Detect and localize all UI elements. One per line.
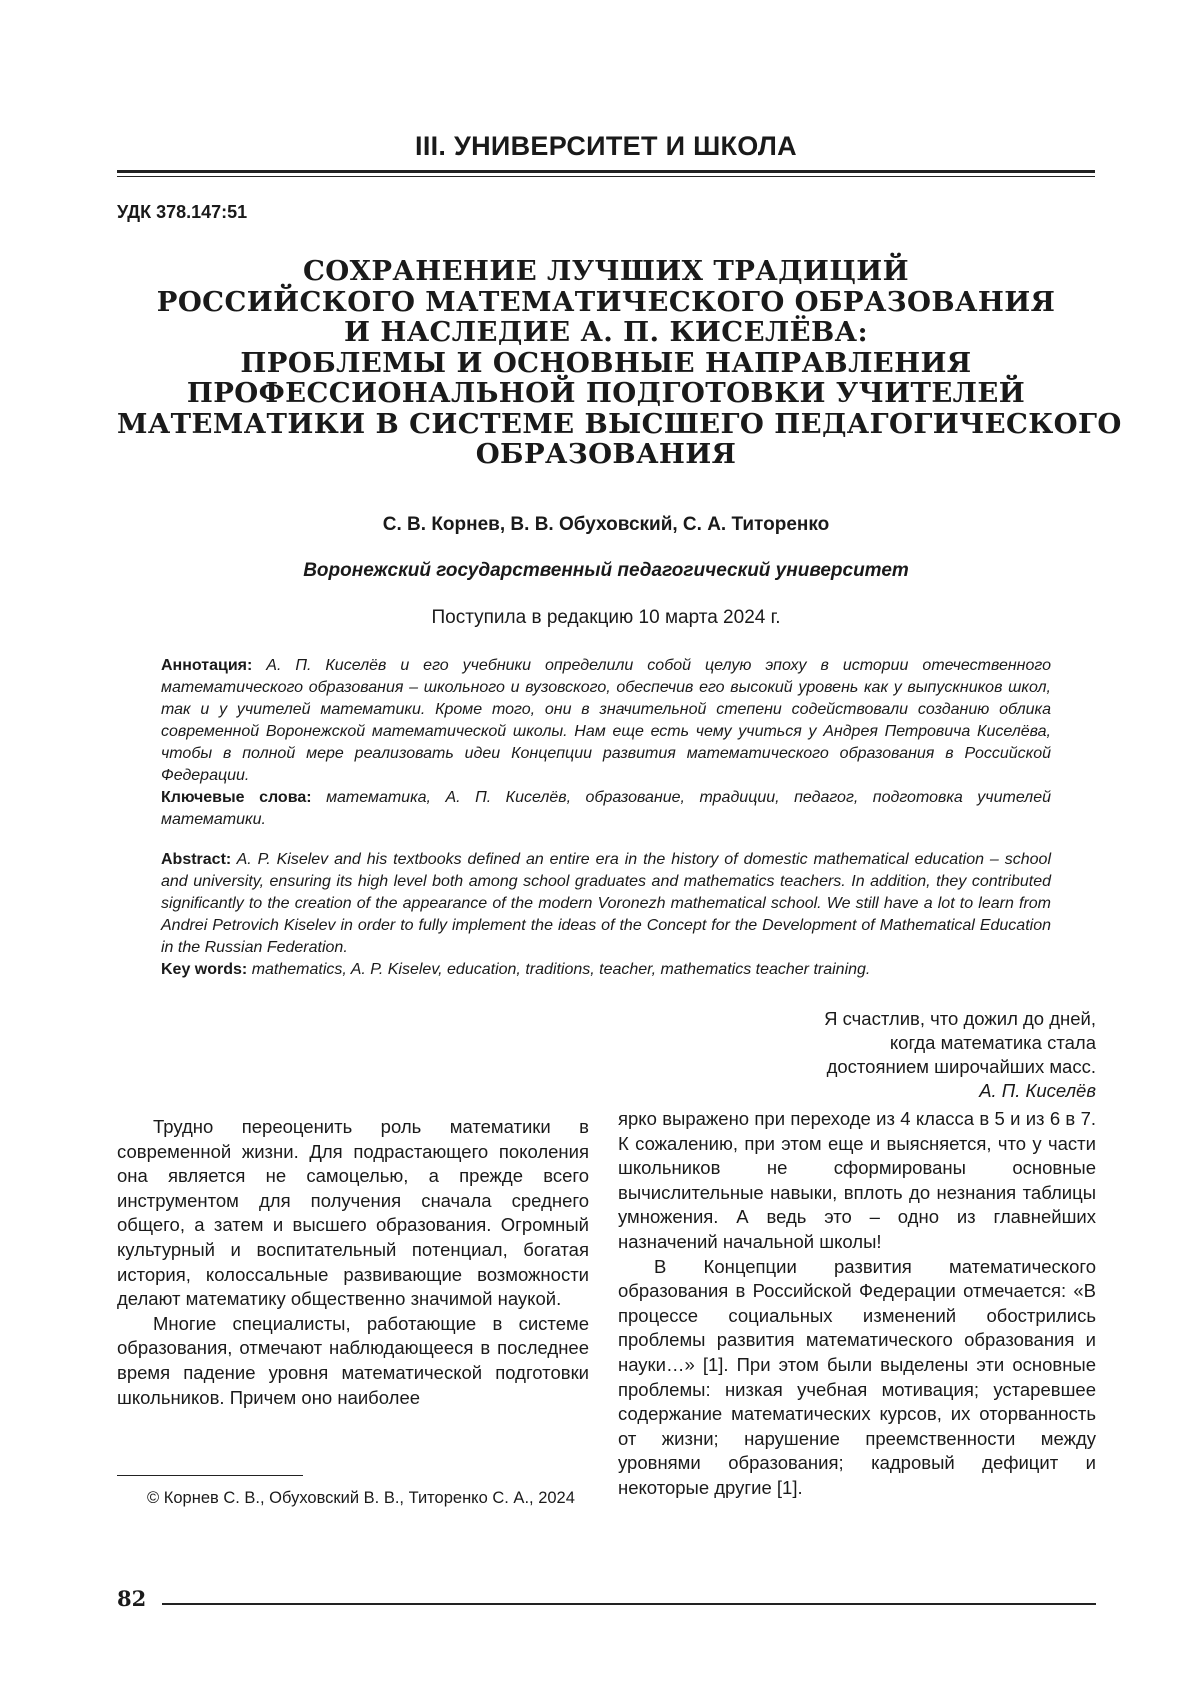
- body-paragraph: В Концепции развития математического образования в Российской Федерации отмечается: «В процессе социальных изменений обострились проблемы развития математического образования и науки…» [1]. При этом были выделены эти основные проблемы: низкая учебная мотивация; устаревшее содержание математических курсов, их оторванность от жизни; нарушение преемственности между уровнями образования; кадровый дефицит и некоторые другие [1].: [618, 1255, 1096, 1501]
- annotation-label: Аннотация:: [161, 657, 252, 674]
- keywords-en-text: mathematics, A. P. Kiselev, education, traditions, teacher, mathematics teacher training.: [247, 961, 870, 978]
- article-title: [117, 256, 1095, 470]
- title-line: И НАСЛЕДИЕ А. П. КИСЕЛЁВА:: [117, 317, 1095, 348]
- russian-annotation-block: [161, 655, 1051, 831]
- epigraph-line: достоянием широчайших масс.: [700, 1055, 1096, 1079]
- title-line: ПРОФЕССИОНАЛЬНОЙ ПОДГОТОВКИ УЧИТЕЛЕЙ: [117, 378, 1095, 409]
- keywords-en-label: Key words:: [161, 961, 247, 978]
- body-column-left: [117, 1115, 589, 1410]
- title-line: ПРОБЛЕМЫ И ОСНОВНЫЕ НАПРАВЛЕНИЯ: [117, 348, 1095, 379]
- abstract-en: [161, 849, 1051, 959]
- authors: С. В. Корнев, В. В. Обуховский, С. А. Титоренко: [117, 514, 1095, 536]
- affiliation: Воронежский государственный педагогический университет: [117, 560, 1095, 582]
- abstract-en-text: A. P. Kiselev and his textbooks defined an entire era in the history of domestic mathematical education – school and university, ensuring its high level both among school graduates and mathematics teachers. In addition, they contributed significantly to the creation of the appearance of the modern Voronezh mathematical school. We still have a lot to learn from Andrei Petrovich Kiselev in order to fully implement the ideas of the Concept for the Development of Mathematical Education in the Russian Federation.: [161, 851, 1051, 956]
- epigraph-line: когда математика стала: [700, 1031, 1096, 1055]
- title-line: ОБРАЗОВАНИЯ: [117, 439, 1095, 470]
- footnote-rule: [117, 1475, 303, 1476]
- keywords-ru-label: Ключевые слова:: [161, 789, 312, 806]
- abstract-en-label: Abstract:: [161, 851, 231, 868]
- epigraph: [700, 1007, 1096, 1103]
- epigraph-line: Я счастлив, что дожил до дней,: [700, 1007, 1096, 1031]
- journal-page: [0, 0, 1200, 1697]
- body-paragraph: ярко выражено при переходе из 4 класса в 5 и из 6 в 7. К сожалению, при этом еще и выясняется, что у части школьников не сформированы основные вычислительные навыки, вплоть до незнания таблицы умножения. А ведь это – одно из главнейших назначений начальной школы!: [618, 1107, 1096, 1255]
- keywords-ru-text: математика, А. П. Киселёв, образование, традиции, педагог, подготовка учителей математики.: [161, 789, 1051, 828]
- keywords-en: [161, 959, 1051, 981]
- section-header: III. УНИВЕРСИТЕТ И ШКОЛА: [117, 131, 1095, 162]
- udk-code: УДК 378.147:51: [117, 202, 247, 223]
- copyright-footnote: © Корнев С. В., Обуховский В. В., Титоренко С. А., 2024: [117, 1487, 589, 1509]
- epigraph-author: А. П. Киселёв: [700, 1079, 1096, 1103]
- annotation: [161, 655, 1051, 787]
- page-number: 82: [117, 1586, 146, 1611]
- footer-rule: [162, 1603, 1096, 1605]
- received-date: Поступила в редакцию 10 марта 2024 г.: [117, 607, 1095, 629]
- english-abstract-block: [161, 849, 1051, 981]
- header-rule-thin: [117, 176, 1095, 177]
- body-paragraph: Многие специалисты, работающие в системе образования, отмечают наблюдающееся в последнее время падение уровня математической подготовки школьников. Причем оно наиболее: [117, 1312, 589, 1410]
- annotation-text: А. П. Киселёв и его учебники определили собой целую эпоху в истории отечественного математического образования – школьного и вузовского, обеспечив его высокий уровень как у выпускников школ, так и у учителей математики. Кроме того, они в значительной степени содействовали созданию облика современной Воронежской математической школы. Нам еще есть чему учиться у Андрея Петровича Киселёва, чтобы в полной мере реализовать идеи Концепции развития математического образования в Российской Федерации.: [161, 657, 1051, 784]
- body-paragraph: Трудно переоценить роль математики в современной жизни. Для подрастающего поколения она является не самоцелью, а прежде всего инструментом для получения сначала среднего общего, а затем и высшего образования. Огромный культурный и воспитательный потенциал, богатая история, колоссальные развивающие возможности делают математику общественно значимой наукой.: [117, 1115, 589, 1312]
- header-rule-thick: [117, 170, 1095, 173]
- title-line: МАТЕМАТИКИ В СИСТЕМЕ ВЫСШЕГО ПЕДАГОГИЧЕСКОГО: [117, 409, 1095, 440]
- keywords-ru: [161, 787, 1051, 831]
- title-line: РОССИЙСКОГО МАТЕМАТИЧЕСКОГО ОБРАЗОВАНИЯ: [117, 287, 1095, 318]
- title-line: СОХРАНЕНИЕ ЛУЧШИХ ТРАДИЦИЙ: [117, 256, 1095, 287]
- body-column-right: [618, 1107, 1096, 1501]
